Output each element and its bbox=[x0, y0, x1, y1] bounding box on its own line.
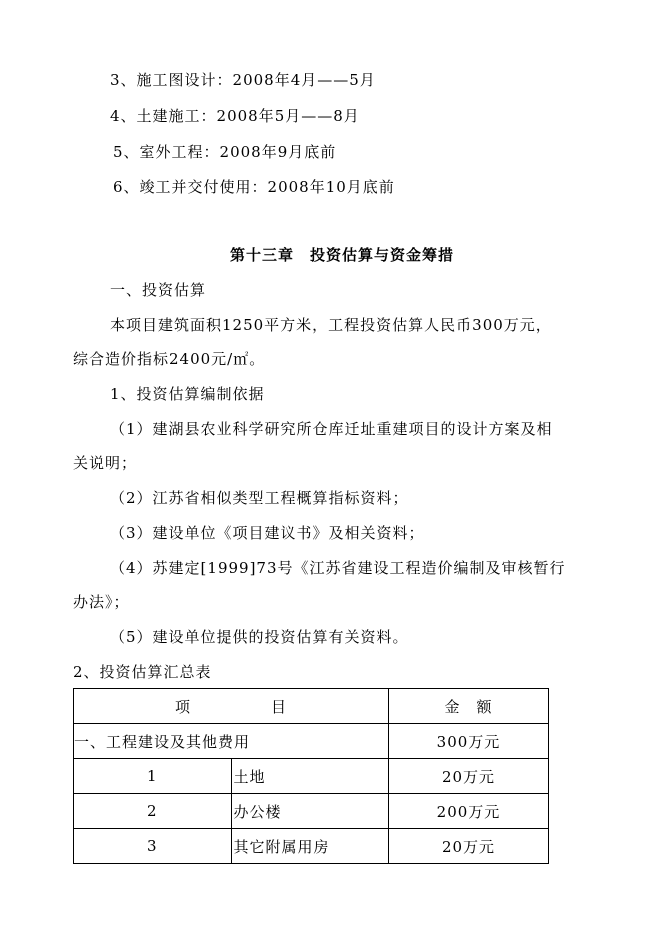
header-amount-cell: 金 额 bbox=[389, 689, 549, 724]
intro-text-line-2: 综合造价指标2400元/㎡。 bbox=[73, 350, 266, 368]
schedule-line-5: 5、室外工程：2008年9月底前 bbox=[113, 143, 337, 161]
section-heading-investment-estimate: 一、投资估算 bbox=[110, 281, 207, 299]
summary-heading: 2、投资估算汇总表 bbox=[73, 663, 212, 681]
basis-item-1-line-2: 关说明； bbox=[73, 454, 138, 472]
total-amount-cell: 300万元 bbox=[389, 724, 549, 759]
header-item-label-a: 项 bbox=[174, 697, 191, 716]
schedule-line-6: 6、竣工并交付使用：2008年10月底前 bbox=[113, 178, 395, 196]
table-total-row bbox=[74, 724, 549, 759]
basis-item-2: （2）江苏省相似类型工程概算指标资料； bbox=[110, 489, 409, 507]
row-amount: 20万元 bbox=[389, 759, 549, 794]
row-number: 3 bbox=[74, 829, 232, 864]
basis-item-5: （5）建设单位提供的投资估算有关资料。 bbox=[110, 628, 409, 646]
table-row bbox=[74, 759, 549, 794]
header-item-cell bbox=[74, 689, 389, 724]
investment-summary-table bbox=[73, 688, 549, 864]
row-number: 2 bbox=[74, 794, 232, 829]
table-row bbox=[74, 794, 549, 829]
row-amount: 200万元 bbox=[389, 794, 549, 829]
chapter-title: 第十三章 投资估算与资金筹措 bbox=[230, 246, 455, 264]
table-row bbox=[74, 829, 549, 864]
row-item: 其它附属用房 bbox=[231, 829, 389, 864]
schedule-line-3: 3、施工图设计：2008年4月——5月 bbox=[110, 71, 376, 89]
intro-text-line-1: 本项目建筑面积1250平方米，工程投资估算人民币300万元， bbox=[110, 316, 552, 334]
row-number: 1 bbox=[74, 759, 232, 794]
table-header-row bbox=[74, 689, 549, 724]
row-amount: 20万元 bbox=[389, 829, 549, 864]
basis-item-4-line-2: 办法》； bbox=[73, 593, 130, 611]
row-item: 土地 bbox=[231, 759, 389, 794]
row-item: 办公楼 bbox=[231, 794, 389, 829]
basis-heading: 1、投资估算编制依据 bbox=[110, 385, 265, 403]
schedule-line-4: 4、土建施工：2008年5月——8月 bbox=[110, 107, 360, 125]
basis-item-1-line-1: （1）建湖县农业科学研究所仓库迁址重建项目的设计方案及相 bbox=[110, 420, 553, 438]
header-item-label-b: 目 bbox=[271, 697, 288, 716]
basis-item-3: （3）建设单位《项目建议书》及相关资料； bbox=[110, 524, 425, 542]
basis-item-4-line-1: （4）苏建定[1999]73号《江苏省建设工程造价编制及审核暂行 bbox=[110, 559, 566, 577]
total-label-cell: 一、工程建设及其他费用 bbox=[74, 724, 389, 759]
